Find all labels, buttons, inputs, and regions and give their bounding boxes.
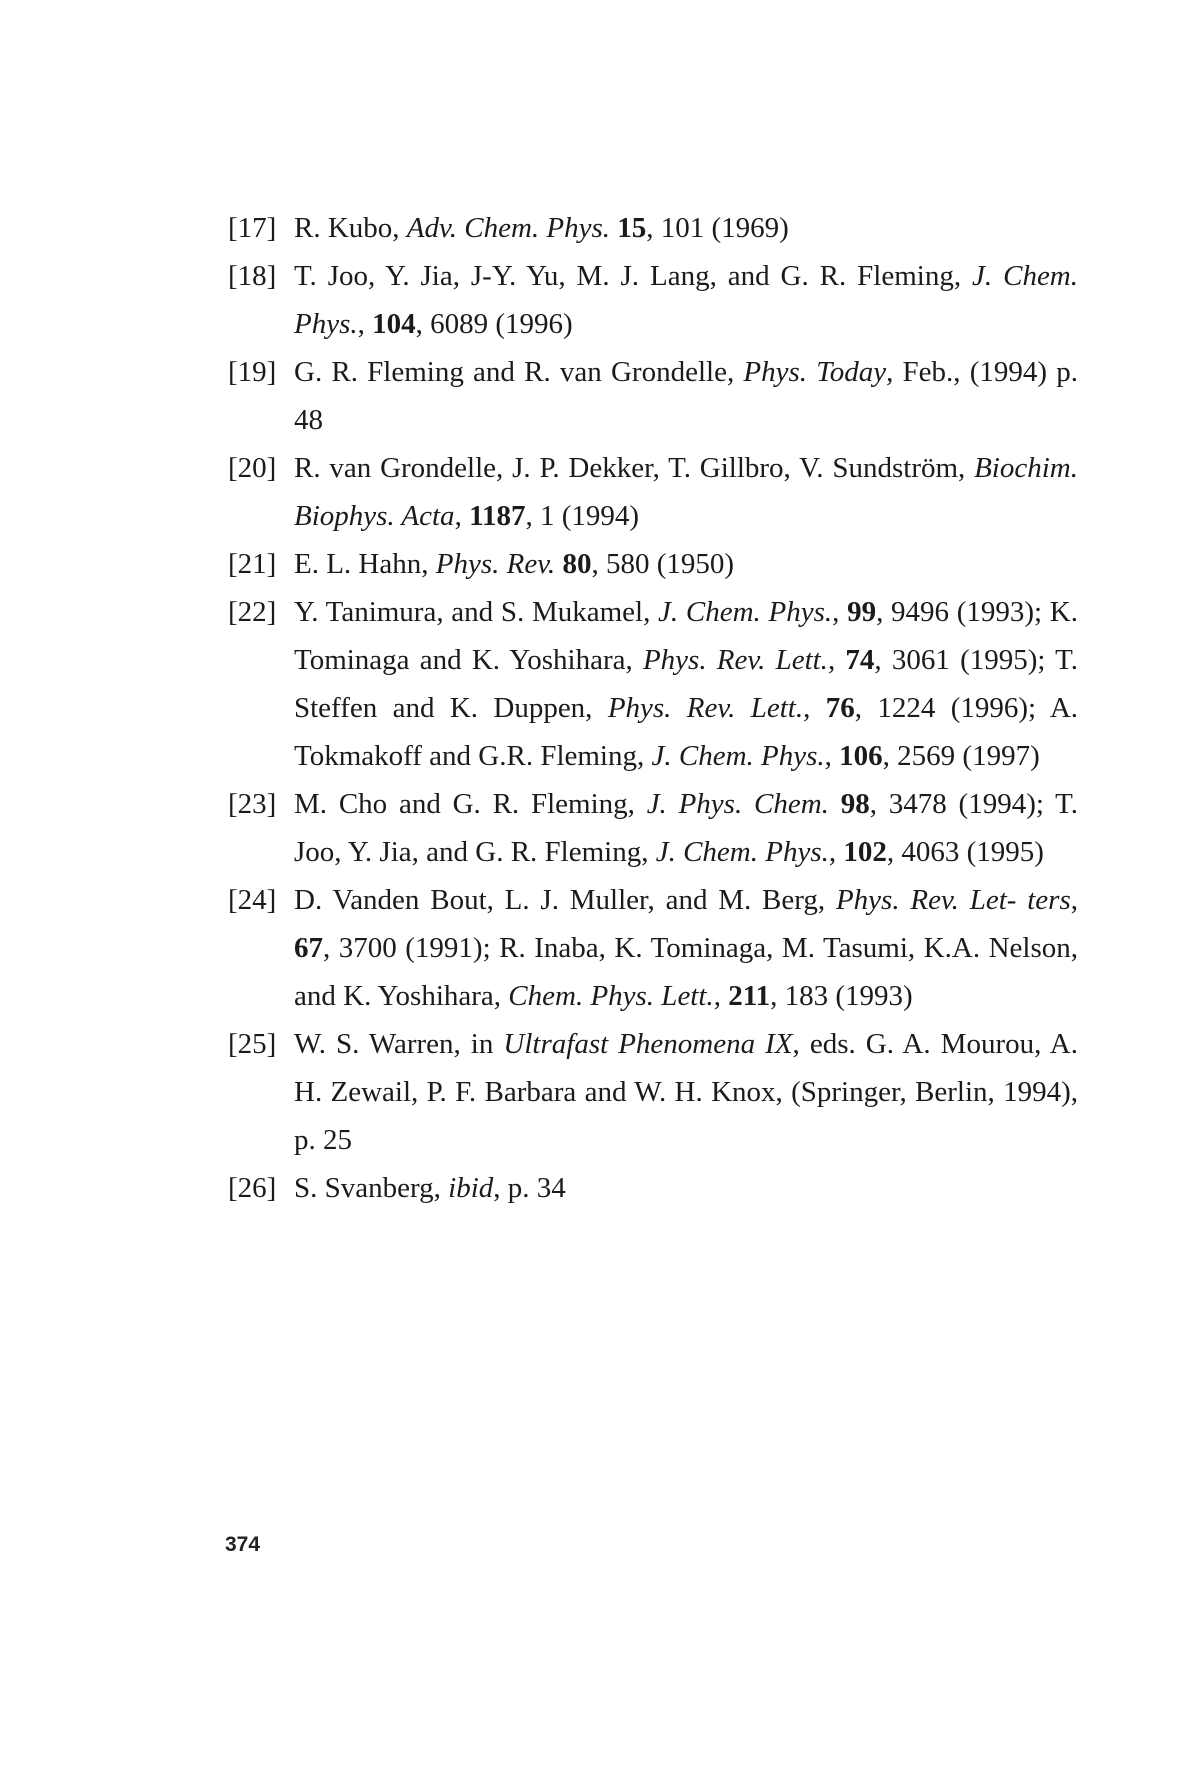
reference-fragment <box>829 788 841 820</box>
journal-name: Phys. Rev. Let- ters <box>835 884 1071 916</box>
reference-fragment: , <box>454 500 470 532</box>
reference-fragment: , 1224 (1996); A. Tokmakoff and G.R. Fleming, <box>294 692 1079 772</box>
journal-name: J. Chem. Phys. <box>294 260 1079 340</box>
reference-fragment: , <box>832 596 848 628</box>
reference-fragment: , 183 (1993) <box>770 980 913 1012</box>
reference-fragment: , Feb., (1994) p. 48 <box>294 356 1078 436</box>
volume-number: 74 <box>845 644 875 676</box>
volume-number: 67 <box>294 932 323 964</box>
reference-number: [22] <box>228 596 277 628</box>
journal-name: J. Chem. Phys. <box>658 596 833 628</box>
reference-fragment: , p. 34 <box>493 1172 566 1204</box>
volume-number: 15 <box>617 212 647 244</box>
reference-fragment: , <box>827 644 846 676</box>
journal-name: Phys. Rev. Lett. <box>642 644 828 676</box>
reference-fragment: Y. Tanimura, and S. Mukamel, <box>294 596 659 628</box>
reference-fragment: , 3478 (1994); T. Joo, Y. Jia, and G. R. Fleming, <box>294 788 1078 868</box>
volume-number: 104 <box>372 308 416 340</box>
reference-item <box>228 1020 1078 1164</box>
volume-number: 1187 <box>469 500 526 532</box>
reference-fragment: , 3700 (1991); R. Inaba, K. Tominaga, M. Tasumi, K.A. Nelson, and K. Yoshihara, <box>294 932 1078 1012</box>
reference-number: [17] <box>228 212 277 244</box>
journal-name: Adv. Chem. Phys. <box>406 212 611 244</box>
reference-item <box>228 204 1078 252</box>
reference-item <box>228 588 1078 780</box>
reference-fragment: , eds. G. A. Mourou, A. H. Zewail, P. F. Barbara and W. H. Knox, (Springer, Berlin, 1994), p. 25 <box>294 1028 1078 1156</box>
reference-fragment: , 3061 (1995); T. Steffen and K. Duppen, <box>294 644 1078 724</box>
journal-name: Phys. Rev. Lett. <box>607 692 804 724</box>
reference-fragment: R. Kubo, <box>294 212 407 244</box>
volume-number: 76 <box>825 692 855 724</box>
reference-text <box>294 876 1078 1020</box>
journal-name: Phys. Today <box>743 356 887 388</box>
volume-number: 102 <box>843 836 887 868</box>
journal-name: J. Chem. Phys. <box>651 740 825 772</box>
reference-text <box>294 204 1078 252</box>
reference-number: [25] <box>228 1028 277 1060</box>
reference-text <box>294 588 1078 780</box>
reference-number: [24] <box>228 884 277 916</box>
volume-number: 99 <box>847 596 877 628</box>
journal-name: J. Phys. Chem. <box>646 788 829 820</box>
reference-fragment: , 6089 (1996) <box>415 308 573 340</box>
reference-number: [20] <box>228 452 277 484</box>
reference-text <box>294 780 1078 876</box>
reference-list <box>228 204 1078 1212</box>
volume-number: 98 <box>840 788 870 820</box>
reference-fragment: S. Svanberg, <box>294 1172 449 1204</box>
reference-item <box>228 348 1078 444</box>
reference-item <box>228 1164 1078 1212</box>
reference-number: [23] <box>228 788 277 820</box>
reference-fragment: G. R. Fleming and R. van Grondelle, <box>294 356 744 388</box>
reference-item <box>228 780 1078 876</box>
journal-name: J. Chem. Phys. <box>655 836 829 868</box>
journal-name: Chem. Phys. Lett. <box>508 980 714 1012</box>
reference-fragment: R. van Grondelle, J. P. Dekker, T. Gillbro, V. Sundström, <box>294 452 975 484</box>
reference-fragment: , 9496 (1993); K. Tominaga and K. Yoshihara, <box>294 596 1078 676</box>
volume-number: 80 <box>562 548 592 580</box>
reference-fragment: E. L. Hahn, <box>294 548 436 580</box>
reference-fragment: , <box>713 980 729 1012</box>
reference-fragment: M. Cho and G. R. Fleming, <box>294 788 647 820</box>
reference-fragment: , 101 (1969) <box>646 212 789 244</box>
reference-fragment: , <box>1070 884 1078 916</box>
reference-text <box>294 540 1078 588</box>
reference-text <box>294 348 1078 444</box>
reference-fragment: T. Joo, Y. Jia, J-Y. Yu, M. J. Lang, and G. R. Fleming, <box>294 260 973 292</box>
journal-name: Ultrafast Phenomena IX <box>503 1028 793 1060</box>
reference-number: [18] <box>228 260 277 292</box>
journal-name: Phys. Rev. <box>435 548 556 580</box>
reference-text <box>294 252 1078 348</box>
reference-number: [26] <box>228 1172 277 1204</box>
reference-fragment: , 2569 (1997) <box>882 740 1040 772</box>
reference-text <box>294 1020 1078 1164</box>
reference-fragment: D. Vanden Bout, L. J. Muller, and M. Berg, <box>294 884 836 916</box>
reference-item <box>228 252 1078 348</box>
reference-fragment: , <box>803 692 826 724</box>
reference-fragment: , <box>357 308 373 340</box>
volume-number: 106 <box>839 740 883 772</box>
page-number: 374 <box>225 1533 261 1556</box>
reference-fragment: , 580 (1950) <box>591 548 735 580</box>
reference-item <box>228 876 1078 1020</box>
journal-name: ibid <box>448 1172 494 1204</box>
reference-fragment: , 4063 (1995) <box>886 836 1044 868</box>
reference-text <box>294 1164 1078 1212</box>
reference-fragment: , <box>828 836 844 868</box>
reference-fragment: W. S. Warren, in <box>294 1028 504 1060</box>
reference-text <box>294 444 1078 540</box>
volume-number: 211 <box>728 980 771 1012</box>
reference-number: [21] <box>228 548 277 580</box>
journal-name: Biochim. Biophys. Acta <box>294 452 1078 532</box>
reference-item <box>228 540 1078 588</box>
reference-number: [19] <box>228 356 277 388</box>
reference-item <box>228 444 1078 540</box>
reference-fragment: , 1 (1994) <box>525 500 640 532</box>
reference-fragment: , <box>824 740 840 772</box>
